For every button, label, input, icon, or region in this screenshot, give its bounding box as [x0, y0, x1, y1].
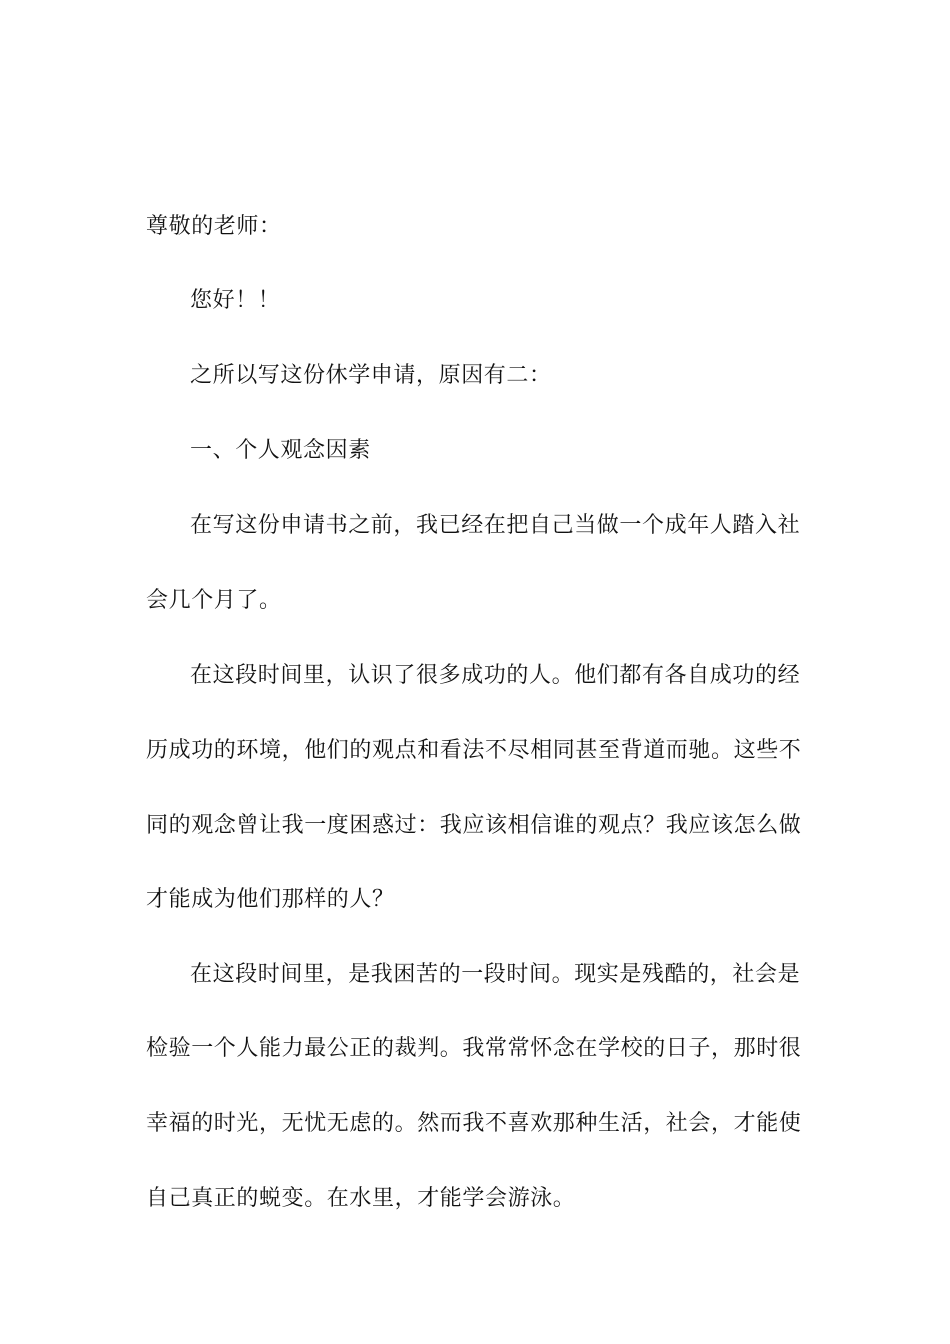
body-line: 才能成为他们那样的人？ [146, 887, 395, 912]
body-line: 会几个月了。 [146, 588, 282, 613]
body-line: 历成功的环境，他们的观点和看法不尽相同甚至背道而驰。这些不 [146, 738, 802, 763]
body-line: 检验一个人能力最公正的裁判。我常常怀念在学校的日子，那时很 [146, 1036, 802, 1061]
intro-line: 之所以写这份休学申请，原因有二： [190, 363, 552, 388]
body-line: 在这段时间里，认识了很多成功的人。他们都有各自成功的经 [190, 663, 801, 688]
greeting: 您好！！ [190, 288, 281, 313]
body-line: 同的观念曾让我一度困惑过：我应该相信谁的观点？我应该怎么做 [146, 813, 802, 838]
body-line: 在写这份申请书之前，我已经在把自己当做一个成年人踏入社 [190, 513, 801, 538]
body-line: 幸福的时光，无忧无虑的。然而我不喜欢那种生活，社会，才能使 [146, 1111, 802, 1136]
salutation: 尊敬的老师： [146, 214, 282, 239]
body-line: 自己真正的蜕变。在水里，才能学会游泳。 [146, 1186, 576, 1211]
section-heading: 一、个人观念因素 [190, 438, 371, 463]
body-line: 在这段时间里，是我困苦的一段时间。现实是残酷的，社会是 [190, 962, 801, 987]
